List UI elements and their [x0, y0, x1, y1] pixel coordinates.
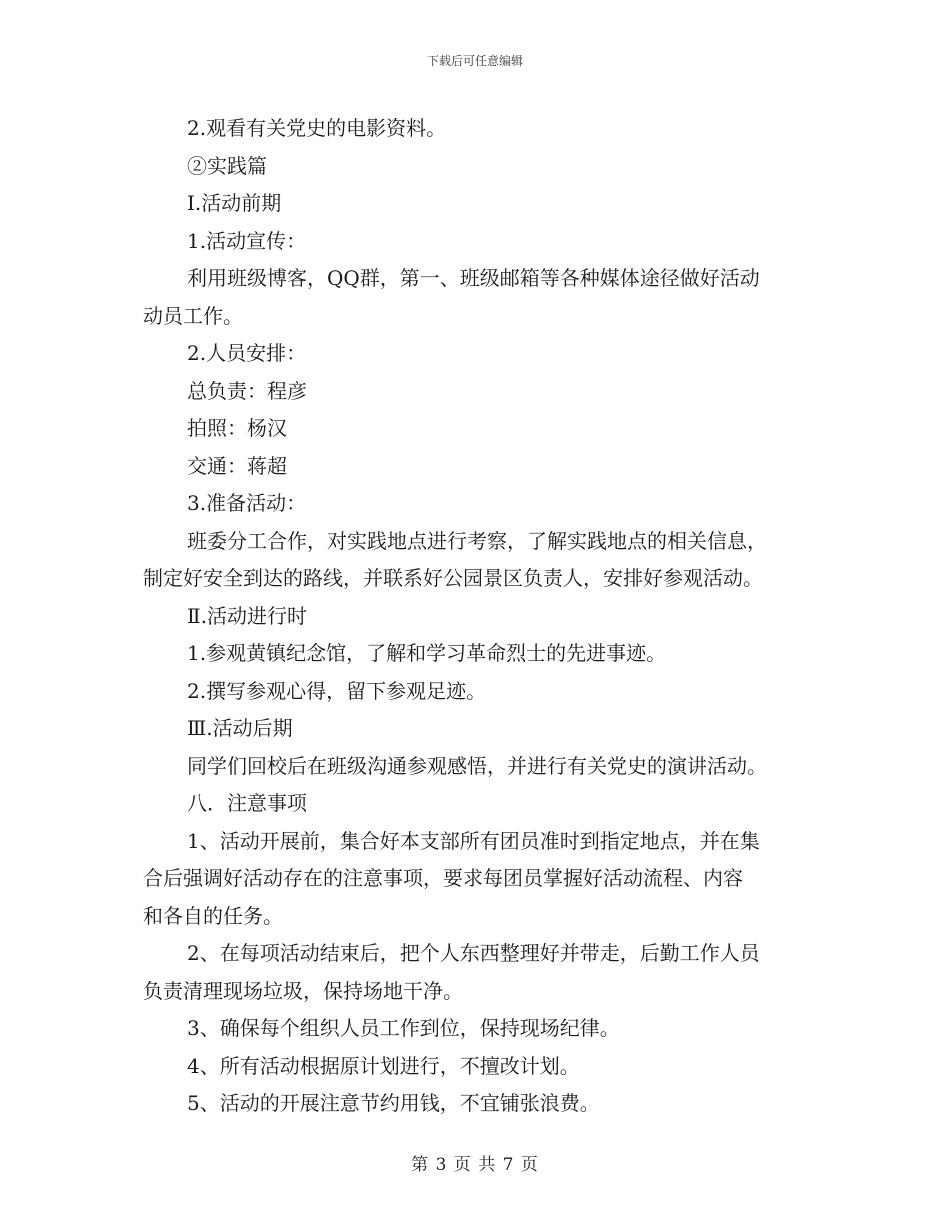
document-body — [143, 110, 811, 1123]
paragraph-line: 2、在每项活动结束后，把个人东西整理好并带走，后勤工作人员 — [187, 941, 760, 965]
paragraph-line: 同学们回校后在班级沟通参观感悟，并进行有关党史的演讲活动。 — [187, 753, 767, 778]
paragraph-line: 和各自的任务。 — [143, 903, 283, 928]
item-heading: 3.准备活动： — [187, 491, 307, 515]
paragraph-line: 动员工作。 — [143, 303, 243, 328]
subsection-heading: Ⅱ.活动进行时 — [187, 603, 307, 628]
subsection-heading: Ⅲ.活动后期 — [187, 716, 293, 740]
paragraph-line: 5、活动的开展注意节约用钱，不宜铺张浪费。 — [187, 1091, 600, 1115]
paragraph-line: 拍照：杨汉 — [187, 416, 287, 440]
paragraph-line: 利用班级博客，QQ群，第一、班级邮箱等各种媒体途径做好活动 — [187, 266, 760, 290]
subsection-heading: Ⅰ.活动前期 — [187, 191, 282, 215]
paragraph-line: 3、确保每个组织人员工作到位，保持现场纪律。 — [187, 1016, 620, 1040]
item-heading: 2.人员安排： — [187, 341, 307, 365]
page-number-footer: 第 3 页 共 7 页 — [411, 1155, 539, 1175]
paragraph-line: 1.参观黄镇纪念馆，了解和学习革命烈士的先进事迹。 — [187, 641, 667, 665]
paragraph-line: 总负责：程彦 — [187, 378, 307, 403]
page-header: 下载后可任意编辑 — [426, 54, 523, 68]
paragraph-line: 制定好安全到达的路线，并联系好公园景区负责人，安排好参观活动。 — [143, 566, 763, 590]
paragraph-line: 交通：蒋超 — [187, 453, 287, 478]
paragraph-line: 合后强调好活动存在的注意事项，要求每团员掌握好活动流程、内容 — [143, 866, 743, 890]
section-heading: 八．注意事项 — [187, 791, 307, 815]
item-heading: 1.活动宣传： — [187, 228, 307, 253]
section-heading: ②实践篇 — [187, 153, 267, 178]
paragraph-line: 1、活动开展前，集合好本支部所有团员准时到指定地点，并在集 — [187, 828, 760, 853]
paragraph-line: 4、所有活动根据原计划进行，不擅改计划。 — [187, 1053, 580, 1078]
paragraph-line: 2.撰写参观心得，留下参观足迹。 — [187, 678, 487, 703]
paragraph-line: 2.观看有关党史的电影资料。 — [187, 116, 447, 140]
paragraph-line: 班委分工合作，对实践地点进行考察，了解实践地点的相关信息， — [187, 528, 767, 553]
paragraph-line: 负责清理现场垃圾，保持场地干净。 — [143, 978, 463, 1003]
